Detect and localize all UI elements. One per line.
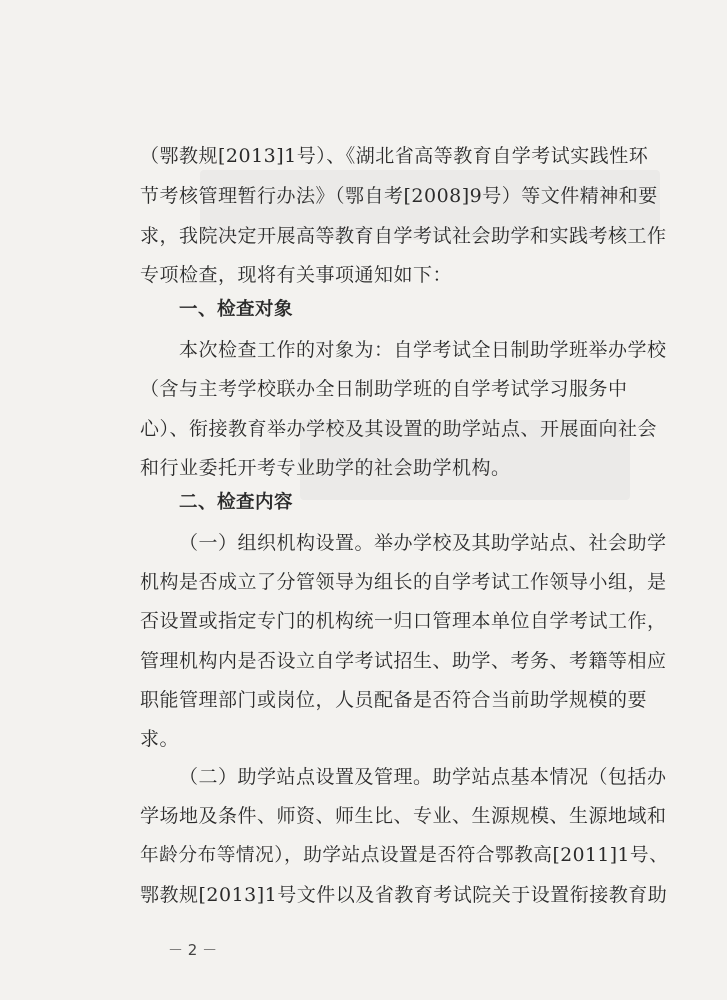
body-line: 学场地及条件、师资、师生比、专业、生源规模、生源地域和 [140, 805, 667, 827]
body-line: 和行业委托开考专业助学的社会助学机构。 [140, 457, 511, 479]
body-line: 鄂教规[2013]1号文件以及省教育考试院关于设置衔接教育助 [140, 884, 668, 906]
body-line: 专项检查，现将有关事项通知如下： [140, 264, 453, 286]
body-line: 职能管理部门或岗位，人员配备是否符合当前助学规模的要 [140, 689, 648, 711]
body-line: 年龄分布等情况），助学站点设置是否符合鄂教高[2011]1号、 [140, 845, 669, 866]
body-line: 节考核管理暂行办法》（鄂自考[2008]9号）等文件精神和要 [140, 185, 658, 207]
body-line: （二）助学站点设置及管理。助学站点基本情况（包括办 [179, 766, 667, 788]
body-line: 机构是否成立了分管领导为组长的自学考试工作领导小组，是 [140, 571, 667, 593]
body-line: （含与主考学校联办全日制助学班的自学考试学习服务中 [140, 378, 628, 400]
section-heading: 一、检查对象 [179, 299, 294, 320]
body-line: 否设置或指定专门的机构统一归口管理本单位自学考试工作， [140, 610, 667, 632]
body-line: 管理机构内是否设立自学考试招生、助学、考务、考籍等相应 [140, 650, 667, 672]
body-line: 本次检查工作的对象为：自学考试全日制助学班举办学校 [179, 339, 667, 361]
body-line: （鄂教规[2013]1号）、《湖北省高等教育自学考试实践性环 [140, 145, 649, 167]
body-line: 心）、衔接教育举办学校及其设置的助学站点、开展面向社会 [140, 418, 658, 440]
page-number: － 2 － [168, 941, 218, 959]
body-line: （一）组织机构设置。举办学校及其助学站点、社会助学 [179, 532, 667, 554]
section-heading: 二、检查内容 [179, 492, 294, 513]
body-line: 求，我院决定开展高等教育自学考试社会助学和实践考核工作 [140, 225, 667, 247]
body-line: 求。 [140, 728, 180, 750]
